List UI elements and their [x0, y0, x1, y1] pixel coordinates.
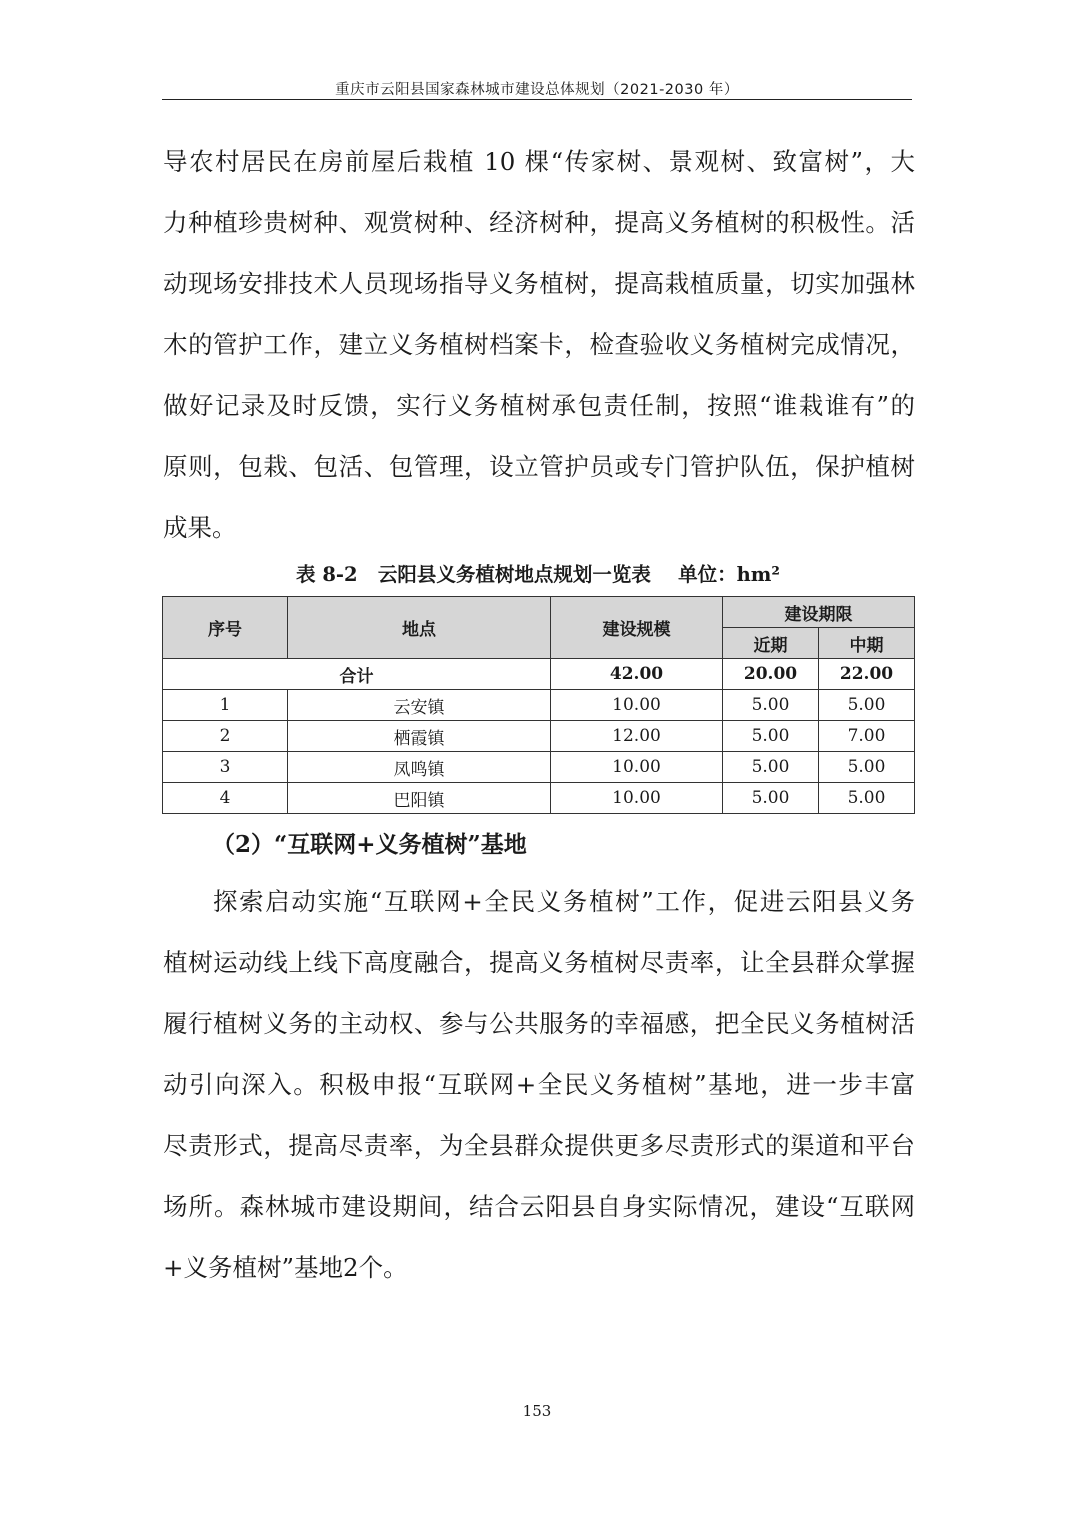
- header-location: 地点: [288, 597, 551, 659]
- table-total-row: [163, 659, 915, 690]
- paragraph-line: 场所。森林城市建设期间，结合云阳县自身实际情况，建设“互联网: [163, 1192, 915, 1221]
- paragraph-line: 探索启动实施“互联网+全民义务植树”工作，促进云阳县义务: [213, 887, 915, 916]
- cell-near: 5.00: [723, 783, 819, 814]
- header-near-term: 近期: [723, 628, 819, 659]
- paragraph-line: 成果。: [163, 513, 237, 542]
- table-row: [163, 690, 915, 721]
- total-near: 20.00: [723, 659, 819, 690]
- cell-location: 栖霞镇: [288, 721, 551, 752]
- cell-no: 3: [163, 752, 288, 783]
- cell-mid: 5.00: [819, 783, 915, 814]
- cell-location: 凤鸣镇: [288, 752, 551, 783]
- cell-mid: 7.00: [819, 721, 915, 752]
- page-header-title: 重庆市云阳县国家森林城市建设总体规划（2021-2030 年）: [335, 82, 739, 98]
- total-scale: 42.00: [551, 659, 723, 690]
- paragraph-line: +义务植树”基地2个。: [163, 1253, 408, 1282]
- header-no: 序号: [163, 597, 288, 659]
- planting-sites-table: [162, 596, 915, 814]
- section-heading: （2）“互联网+义务植树”基地: [212, 831, 527, 858]
- table-caption: 表 8-2 云阳县义务植树地点规划一览表 单位：hm²: [296, 563, 780, 586]
- cell-near: 5.00: [723, 721, 819, 752]
- cell-scale: 12.00: [551, 721, 723, 752]
- total-label: 合计: [163, 659, 551, 690]
- paragraph-line: 尽责形式，提高尽责率，为全县群众提供更多尽责形式的渠道和平台: [163, 1131, 915, 1160]
- page-number: 153: [522, 1402, 552, 1420]
- paragraph-line: 履行植树义务的主动权、参与公共服务的幸福感，把全民义务植树活: [163, 1009, 915, 1038]
- table-row: [163, 752, 915, 783]
- cell-mid: 5.00: [819, 690, 915, 721]
- header-period: 建设期限: [723, 597, 915, 628]
- paragraph-line: 原则，包栽、包活、包管理，设立管护员或专门管护队伍，保护植树: [163, 452, 915, 481]
- cell-near: 5.00: [723, 752, 819, 783]
- cell-no: 4: [163, 783, 288, 814]
- cell-scale: 10.00: [551, 752, 723, 783]
- cell-location: 巴阳镇: [288, 783, 551, 814]
- cell-scale: 10.00: [551, 783, 723, 814]
- paragraph-2: [163, 871, 915, 1298]
- paragraph-line: 动现场安排技术人员现场指导义务植树，提高栽植质量，切实加强林: [163, 269, 915, 298]
- table-row: [163, 721, 915, 752]
- paragraph-line: 木的管护工作，建立义务植树档案卡，检查验收义务植树完成情况，: [163, 330, 915, 359]
- cell-no: 2: [163, 721, 288, 752]
- header-divider: [162, 99, 912, 100]
- cell-mid: 5.00: [819, 752, 915, 783]
- paragraph-line: 动引向深入。积极申报“互联网+全民义务植树”基地，进一步丰富: [163, 1070, 915, 1099]
- cell-near: 5.00: [723, 690, 819, 721]
- paragraph-line: 导农村居民在房前屋后栽植 10 棵“传家树、景观树、致富树”，大: [163, 147, 915, 176]
- header-scale: 建设规模: [551, 597, 723, 659]
- cell-location: 云安镇: [288, 690, 551, 721]
- table-row: [163, 783, 915, 814]
- paragraph-line: 力种植珍贵树种、观赏树种、经济树种，提高义务植树的积极性。活: [163, 208, 915, 237]
- total-mid: 22.00: [819, 659, 915, 690]
- paragraph-1: [163, 131, 915, 558]
- paragraph-line: 植树运动线上线下高度融合，提高义务植树尽责率，让全县群众掌握: [163, 948, 915, 977]
- paragraph-line: 做好记录及时反馈，实行义务植树承包责任制，按照“谁栽谁有”的: [163, 391, 915, 420]
- header-mid-term: 中期: [819, 628, 915, 659]
- cell-scale: 10.00: [551, 690, 723, 721]
- cell-no: 1: [163, 690, 288, 721]
